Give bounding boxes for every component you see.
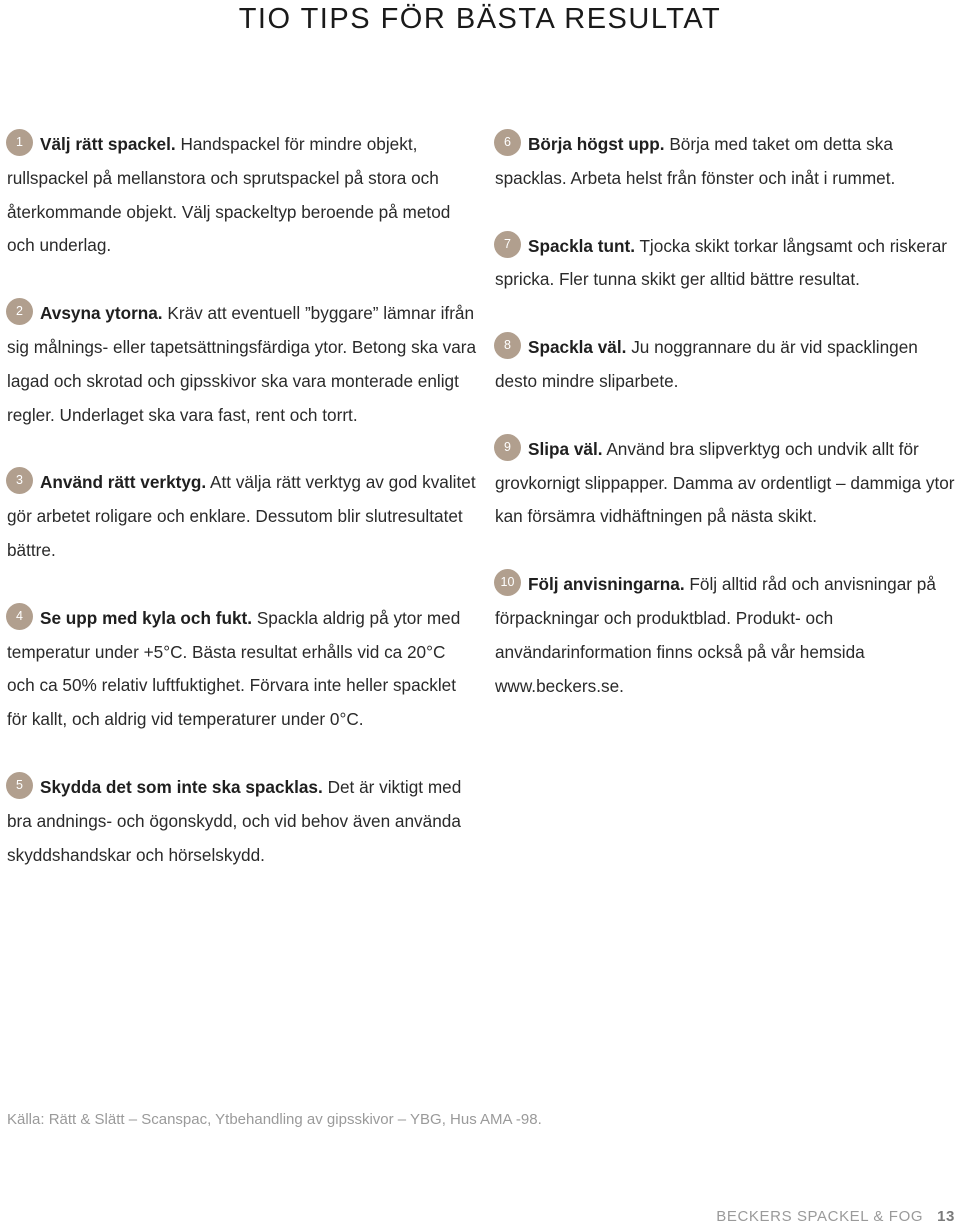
tip-number-badge: 8 xyxy=(494,332,521,359)
tip-number-badge: 5 xyxy=(6,772,33,799)
tip-text: Handspackel för mindre objekt, rullspackel på mellanstora och sprutspackel på stora och återkommande objekt. Välj spackeltyp beroende på metod och underlag. xyxy=(7,134,451,256)
tip-number-badge: 9 xyxy=(494,434,521,461)
tip-4 xyxy=(7,602,477,737)
tip-heading: Börja högst upp. xyxy=(528,134,665,154)
tip-heading: Spackla tunt. xyxy=(528,235,635,256)
tips-left-column xyxy=(7,128,477,872)
tip-heading: Välj rätt spackel. xyxy=(40,134,176,154)
tip-heading: Skydda det som inte ska spacklas. xyxy=(40,776,323,797)
footer-brand: BECKERS SPACKEL & FOG xyxy=(716,1208,924,1225)
tip-text: Ju noggrannare du är vid spacklingen desto mindre sliparbete. xyxy=(495,337,918,391)
tip-text: Det är viktigt med bra andnings- och ögonskydd, och vid behov även använda skyddshandskar och hörselskydd. xyxy=(7,776,462,865)
tip-text: Kräv att eventuell ”byggare” lämnar ifrån sig målnings- eller tapetsättningsfärdiga ytor. Betong ska vara lagad och skrotad och gipsskivor ska vara monterade enligt regler. Underlaget ska vara fast, rent och torrt. xyxy=(7,303,477,425)
tip-5 xyxy=(7,771,477,872)
tip-6 xyxy=(495,128,960,196)
tip-2 xyxy=(7,297,477,432)
tip-text: Att välja rätt verktyg av god kvalitet gör arbetet roligare och enklare. Dessutom blir slutresultatet bättre. xyxy=(7,472,476,560)
source-note: Källa: Rätt & Slätt – Scanspac, Ytbehandling av gipsskivor – YBG, Hus AMA -98. xyxy=(7,1111,542,1128)
tip-heading: Slipa väl. xyxy=(528,438,603,459)
tip-9 xyxy=(495,433,960,534)
tip-3 xyxy=(7,466,477,567)
tip-heading: Spackla väl. xyxy=(528,337,627,358)
tip-heading: Se upp med kyla och fukt. xyxy=(40,607,253,628)
tip-heading: Avsyna ytorna. xyxy=(40,303,163,324)
tip-text: Spackla aldrig på ytor med temperatur under +5°C. Bästa resultat erhålls vid ca 20°C och ca 50% relativ luftfuktighet. Förvara inte heller spacklet för kallt, och aldrig vid temperaturer under 0°C. xyxy=(7,607,461,730)
tip-text: Tjocka skikt torkar långsamt och riskerar spricka. Fler tunna skikt ger alltid bättre resultat. xyxy=(495,235,947,290)
page-title: TIO TIPS FÖR BÄSTA RESULTAT xyxy=(238,3,722,35)
tip-7 xyxy=(495,230,960,298)
tip-8 xyxy=(495,331,960,399)
tip-number-badge: 6 xyxy=(494,129,521,156)
tips-right-column xyxy=(495,128,960,703)
tip-number-badge: 3 xyxy=(6,467,33,494)
tip-1 xyxy=(7,128,477,263)
tip-text: Använd bra slipverktyg och undvik allt för grovkornigt slippapper. Damma av ordentligt – dammiga ytor kan försämra vidhäftningen på nästa skikt. xyxy=(495,438,955,527)
tip-heading: Använd rätt verktyg. xyxy=(40,472,207,493)
page-number: 13 xyxy=(937,1208,955,1225)
tip-10 xyxy=(495,568,960,703)
tip-text: Börja med taket om detta ska spacklas. Arbeta helst från fönster och inåt i rummet. xyxy=(495,134,896,188)
tip-heading: Följ anvisningarna. xyxy=(528,574,685,595)
tip-number-badge: 10 xyxy=(494,569,521,596)
page-footer xyxy=(716,1208,955,1225)
tip-number-badge: 7 xyxy=(494,231,521,258)
tip-text: Följ alltid råd och anvisningar på förpackningar och produktblad. Produkt- och användarinformation finns också på vår hemsida www.beckers.se. xyxy=(495,574,936,696)
tip-number-badge: 2 xyxy=(6,298,33,325)
tip-number-badge: 4 xyxy=(6,603,33,630)
tip-number-badge: 1 xyxy=(6,129,33,156)
